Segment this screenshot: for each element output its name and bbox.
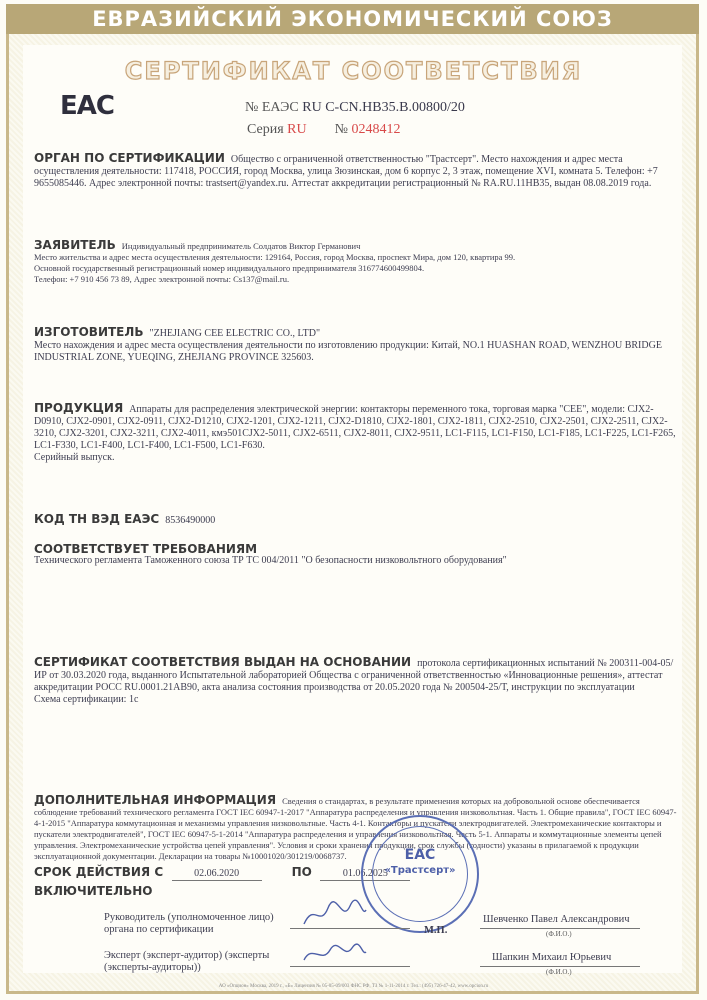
- validity-section: [34, 866, 683, 897]
- organ-heading: ОРГАН ПО СЕРТИФИКАЦИИ: [34, 151, 225, 165]
- manufacturer-heading: ИЗГОТОВИТЕЛЬ: [34, 325, 144, 339]
- product-section: [34, 402, 683, 464]
- validity-to-label: ПО: [291, 865, 312, 879]
- expert-role: Эксперт (эксперт-аудитор) (эксперты (эксперты-аудиторы)): [104, 950, 270, 973]
- series-label: Серия: [247, 122, 284, 137]
- validity-inclusive: ВКЛЮЧИТЕЛЬНО: [34, 884, 153, 898]
- applicant-ogrn: Основной государственный регистрационный номер индивидуального предпринимателя 316774600499804.: [34, 263, 425, 273]
- conforms-section: [34, 543, 683, 567]
- stamp-place-label: М.П.: [424, 925, 448, 936]
- applicant-heading: ЗАЯВИТЕЛЬ: [34, 238, 116, 252]
- manufacturer-address: Место нахождения и адрес места осуществления деятельности по изготовлению продукции: Китай, NO.1 HUASHAN ROAD, WENZHOU BRIDGE INDUSTRIAL ZONE, YUEQING, ZHEJIANG PROVINCE 325603.: [34, 340, 662, 363]
- expert-fio-caption: (Ф.И.О.): [546, 968, 572, 976]
- head-fio-caption: (Ф.И.О.): [546, 930, 572, 938]
- manufacturer-name: "ZHEJIANG CEE ELECTRIC CO., LTD": [149, 328, 321, 339]
- applicant-name: Индивидуальный предприниматель Солдатов Виктор Германович: [121, 241, 361, 251]
- certificate-title: СЕРТИФИКАТ СООТВЕТСТВИЯ: [124, 57, 583, 85]
- printer-footer: АО «Опцион» Москва, 2019 г., «Б» Лицензия № 05-05-09/003 ФНС РФ, ТЗ № 1-11-2014 г. Тел.: (495) 726-47-42, www.opcion.ru: [218, 984, 489, 989]
- extra-text: Сведения о стандартах, в результате применения которых на добровольной основе обеспечивается соблюдение требований технического регламента ГОСТ IEC 60947-1-2017 "Аппаратура распределения и управления низковольтная. Часть 1. Общие правила", ГОСТ IEC 60947-4-1-2015 "Аппаратура коммутационная и механизмы управления низковольтные. Часть 4-1. Контакторы и пускатели электродвигателей. Электромеханические контакторы и пускатели электродвигателей", ГОСТ IEC 60947-5-1-2014 "Аппаратура распределения и управления низковольтная. Часть 5-1. Аппараты и коммутационные элементы цепей управления. Электромеханические устройства цепей управления". Условия и сроки хранения продукции, срок службы (годности) указаны в прилагаемой к продукции эксплуатационной документации. Декларации на товары №10001020/301219/0068737.: [34, 796, 677, 861]
- expert-name: Шапкин Михаил Юрьевич: [492, 952, 612, 963]
- organ-text: Общество с ограниченной ответственностью "Трастсерт". Место нахождения и адрес места осуществления деятельности: 117418, РОССИЯ, город Москва, улица Зюзинская, дом 6 корпус 2, 3 этаж, помещение XVI, комната 5. Телефон: +7 9655085446. Адрес электронной почты: trastsert@yandex.ru. Аттестат аккредитации регистрационный № RA.RU.11НВ35, выдан 08.08.2019 года.: [34, 154, 658, 189]
- expert-name-line: [480, 966, 640, 967]
- head-role: Руководитель (уполномоченное лицо) органа по сертификации: [104, 912, 274, 935]
- manufacturer-section: [34, 326, 683, 364]
- applicant-section: [34, 240, 683, 285]
- code-section: [34, 513, 683, 527]
- stamp-eac-logo: EAC: [404, 847, 436, 863]
- product-serial: Серийный выпуск.: [34, 452, 115, 463]
- head-signature: [300, 898, 370, 930]
- head-name: Шевченко Павел Александрович: [483, 914, 630, 925]
- eac-logo: EAC: [60, 91, 114, 121]
- series-line: [247, 122, 400, 138]
- product-text: Аппараты для распределения электрической энергии: контакторы переменного тока, торговая марка "CEE", модели: CJX2-D0910, CJX2-0901, CJX2-0911, CJX2-D1210, CJX2-1201, CJX2-1211, CJX2-D1810, CJX2-1801, CJX2-1811, CJX2-2510, CJX2-2501, CJX2-2511, CJX2-3210, CJX2-3201, CJX2-3211, CJX2-4011, кмэ501CJX2-5011, CJX2-6511, CJX2-8011, CJX2-9511, LC1-F115, LC1-F150, LC1-F185, LC1-F225, LC1-F265, LC1-F330, LC1-F400, LC1-F400, LC1-F500, LC1-F630.: [34, 404, 676, 451]
- expert-signature: [300, 938, 370, 968]
- validity-heading: СРОК ДЕЙСТВИЯ С: [34, 865, 164, 879]
- registration-number: [245, 100, 465, 116]
- applicant-contacts: Телефон: +7 910 456 73 89, Адрес электронной почты: Cs137@mail.ru.: [34, 274, 290, 284]
- extra-heading: ДОПОЛНИТЕЛЬНАЯ ИНФОРМАЦИЯ: [34, 793, 277, 807]
- reg-number: RU C-CN.НВ35.В.00800/20: [302, 100, 465, 115]
- union-banner: ЕВРАЗИЙСКИЙ ЭКОНОМИЧЕСКИЙ СОЮЗ: [6, 4, 699, 34]
- validity-from: 02.06.2020: [172, 868, 262, 881]
- applicant-address: Место жительства и адрес места осуществления деятельности: 129164, Россия, город Москва, проспект Мира, дом 120, квартира 99.: [34, 252, 516, 262]
- basis-heading: СЕРТИФИКАТ СООТВЕТСТВИЯ ВЫДАН НА ОСНОВАНИИ: [34, 655, 412, 669]
- code-heading: КОД ТН ВЭД ЕАЭС: [34, 512, 160, 526]
- conforms-text: Технического регламента Таможенного союза ТР ТС 004/2011 "О безопасности низковольтного оборудования": [34, 555, 507, 566]
- validity-to: 01.06.2025: [320, 868, 410, 881]
- organ-section: [34, 152, 683, 190]
- extra-section: [34, 795, 683, 862]
- series-code: RU: [287, 122, 307, 137]
- basis-text: протокола сертификационных испытаний № 200311-004-05/ИР от 30.03.2020 года, выданного Испытательной лабораторией Общества с ограниченной ответственностью «Инновационные решения», аттестат аккредитации РОСС RU.0001.21АВ90, акта анализа состояния производства от 20.05.2020 года № 200504-25/Т, инструкции по эксплуатации: [34, 658, 674, 693]
- series-number: 0248412: [351, 122, 401, 137]
- stamp-name: «Трастсерт»: [384, 865, 456, 876]
- code-value: 8536490000: [165, 515, 216, 526]
- basis-scheme: Схема сертификации: 1с: [34, 694, 139, 705]
- head-name-line: [480, 928, 640, 929]
- conforms-heading: СООТВЕТСТВУЕТ ТРЕБОВАНИЯМ: [34, 542, 258, 556]
- reg-prefix: № ЕАЭС: [245, 100, 299, 115]
- organ-stamp: [361, 815, 479, 933]
- basis-section: [34, 656, 683, 706]
- series-no-label: №: [334, 122, 348, 137]
- product-heading: ПРОДУКЦИЯ: [34, 401, 124, 415]
